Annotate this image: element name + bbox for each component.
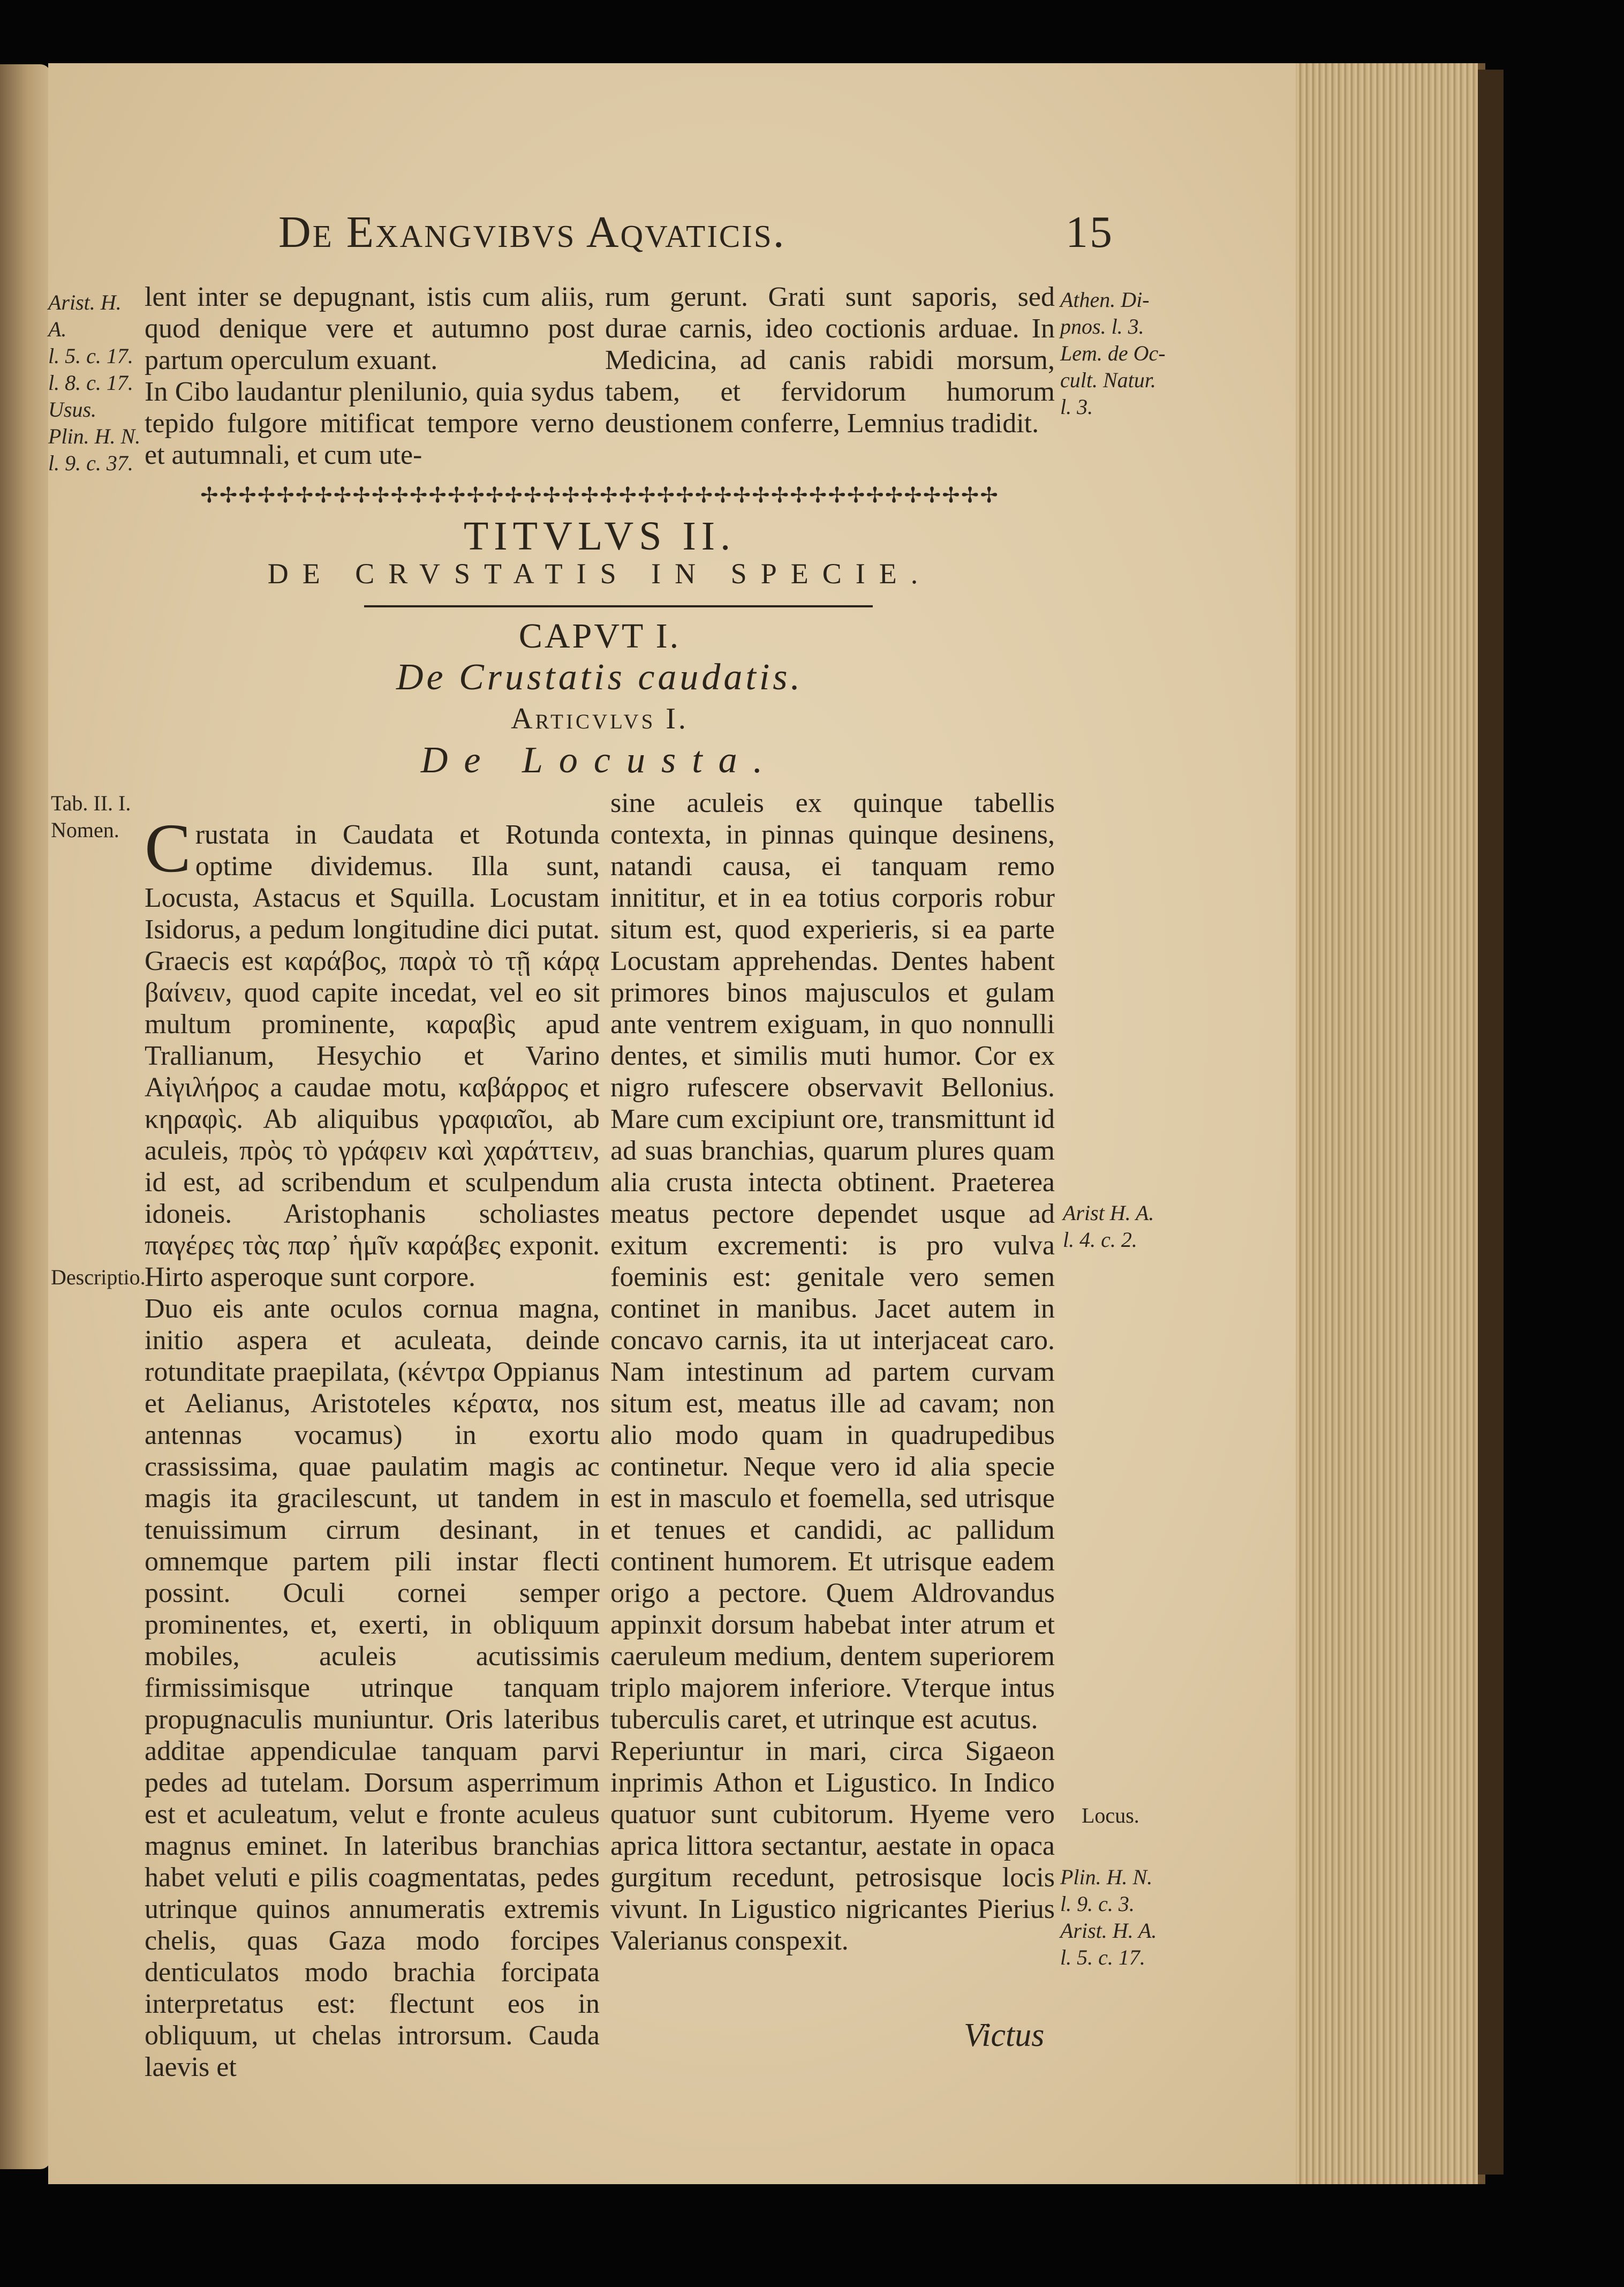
page-block-edges <box>1296 63 1485 2184</box>
catchword: Victus <box>964 2017 1045 2053</box>
margin-note-tab: Tab. II. I. Nomen. <box>51 791 131 842</box>
article-heading: Articvlvs I. <box>511 702 689 735</box>
ornamental-divider: ✢✢✢✢✢✢✢✢✢✢✢✢✢✢✢✢✢✢✢✢✢✢✢✢✢✢✢✢✢✢✢✢✢✢✢✢✢✢✢✢✢✢ <box>200 483 999 507</box>
section-heading: DE CRVSTATIS IN SPECIE. <box>267 558 932 590</box>
titulus-heading: TITVLVS II. <box>463 514 736 559</box>
margin-note-plin: Plin. H. N. l. 9. c. 3. Arist. H. A. l. 5. c. 17. <box>1060 1865 1157 1969</box>
text-column-top-left: lent inter se depugnant, istis cum aliis, quod denique vere et autumno post partum operculum exuant. In Cibo laudantur plenilunio, quia sydus tepido fulgore mitificat tempore verno et autumnali, et cum ute- <box>145 282 594 470</box>
running-header <box>268 206 1124 265</box>
page-number: 15 <box>1066 207 1114 257</box>
main-left-body: rustata in Caudata et Rotunda optime dividemus. Illa sunt, Locusta, Astacus et Squilla. Locustam Isidorus, a pedum longitudine dici putat. Graecis est καράβος, παρὰ τὸ τῇ κάρᾳ βαίνειν, quod capite incedat, vel eo sit multum prominente, καραβὶς apud Trallianum, Hesychio et Varino Αἰγιλήρος a caudae motu, καβάρρος et κηραφὶς. Ab aliquibus γραφιαῖοι, ab aculeis, πρὸς τὸ γράφειν καὶ χαράττειν, id est, ad scribendum et sculpendum idoneis. Aristophanis scholiastes παγέρες τὰς παρ᾽ ἡμῖν καράβες exponit. Hirto asperoque sunt corpore. Duo eis ante oculos cornua magna, initio aspera et aculeata, deinde rotunditate praepilata, (κέντρα Oppianus et Aelianus, Aristoteles κέρατα, nos antennas vocamus) in exortu crassissima, quae paulatim magis ac magis ita gracilescunt, ut tandem in tenuissimum cirrum desinant, in omnemque partem pili instar flecti possint. Oculi cornei semper prominentes, et, exerti, in obliquum mobiles, aculeis acutissimis firmissimisque utrinque tanquam propugnaculis muniuntur. Oris lateribus additae appendiculae tanquam parvi pedes ad tutelam. Dorsum asperrimum est et aculeatum, velut e fronte aculeus magnus eminet. In lateribus branchias habet veluti e pilis coagmentatas, pedes utrinque quinos annumeratis extremis chelis, quas Gaza modo forcipes denticulatos modo brachia forcipata interpretatus est: flectunt eos in obliquum, ut chelas introrsum. Cauda laevis et <box>145 819 600 2082</box>
margin-note-locus: Locus. <box>1082 1803 1139 1827</box>
heading-rule <box>364 605 873 607</box>
text-column-top-right: rum gerunt. Grati sunt saporis, sed durae carnis, ideo coctionis arduae. In Medicina, ad canis rabidi morsum, tabem, et fervidorum humorum deustionem conferre, Lemnius tradidit. <box>605 282 1055 439</box>
margin-note-top-right: Athen. Di- pnos. l. 3. Lem. de Oc- cult. Natur. l. 3. <box>1060 288 1166 419</box>
text-column-main-right: sine aculeis ex quinque tabellis contexta, in pinnas quinque desinens, natandi causa, ei tanquam remo innititur, et in ea totius corporis robur situm est, quod experieris, si ea parte Locustam apprehendas. Dentes habent primores binos majusculos et gulam ante ventrem exiguam, in quo nonnulli dentes, et similis muti humor. Cor ex nigro rufescere observavit Bellonius. Mare cum excipiunt ore, transmittunt id ad suas branchias, quarum plures quam alia crusta intecta obtinent. Praeterea meatus pectore dependet usque ad exitum excrementi: is pro vulva foeminis est: genitale vero semen continet in manibus. Jacet autem in concavo carnis, ita ut interjaceat caro. Nam intestinum ad partem curvam situm est, meatus ille ad cavam; non alio modo quam in quadrupedibus continetur. Neque vero id alia specie est in masculo et foemella, sed utrisque et tenues et candidi, ac pallidum continent humorem. Et utrisque eadem origo a pectore. Quem Aldrovandus appinxit dorsum habebat inter atrum et caeruleum medium, dentem superiorem triplo majorem inferiore. Vterque intus tuberculis caret, et utrinque est acutus. Reperiuntur in mari, circa Sigaeon inprimis Athon et Ligustico. In Indico quatuor sunt cubitorum. Hyeme vero aprica littora sectantur, aestate in opaca gurgitum recedunt, petrosisque locis vivunt. In Ligustico nigricantes Pierius Valerianus conspexit. <box>610 788 1055 1956</box>
running-title: De Exangvibvs Aqvaticis. <box>278 207 786 257</box>
book-cover-edge <box>1478 70 1504 2175</box>
article-subtitle: De Locusta. <box>420 740 779 781</box>
margin-note-descriptio: Descriptio. <box>51 1265 146 1289</box>
margin-note-top-left: Arist. H. A. l. 5. c. 17. l. 8. c. 17. Usus. Plin. H. N. l. 9. c. 37. <box>48 290 141 475</box>
text-column-main-left <box>145 787 600 2083</box>
chapter-heading: CAPVT I. <box>518 616 681 656</box>
chapter-subtitle: De Crustatis caudatis. <box>396 657 804 698</box>
facing-page-edge <box>0 64 51 2169</box>
drop-cap: C <box>145 810 191 887</box>
margin-note-arist: Arist H. A. l. 4. c. 2. <box>1063 1201 1154 1252</box>
